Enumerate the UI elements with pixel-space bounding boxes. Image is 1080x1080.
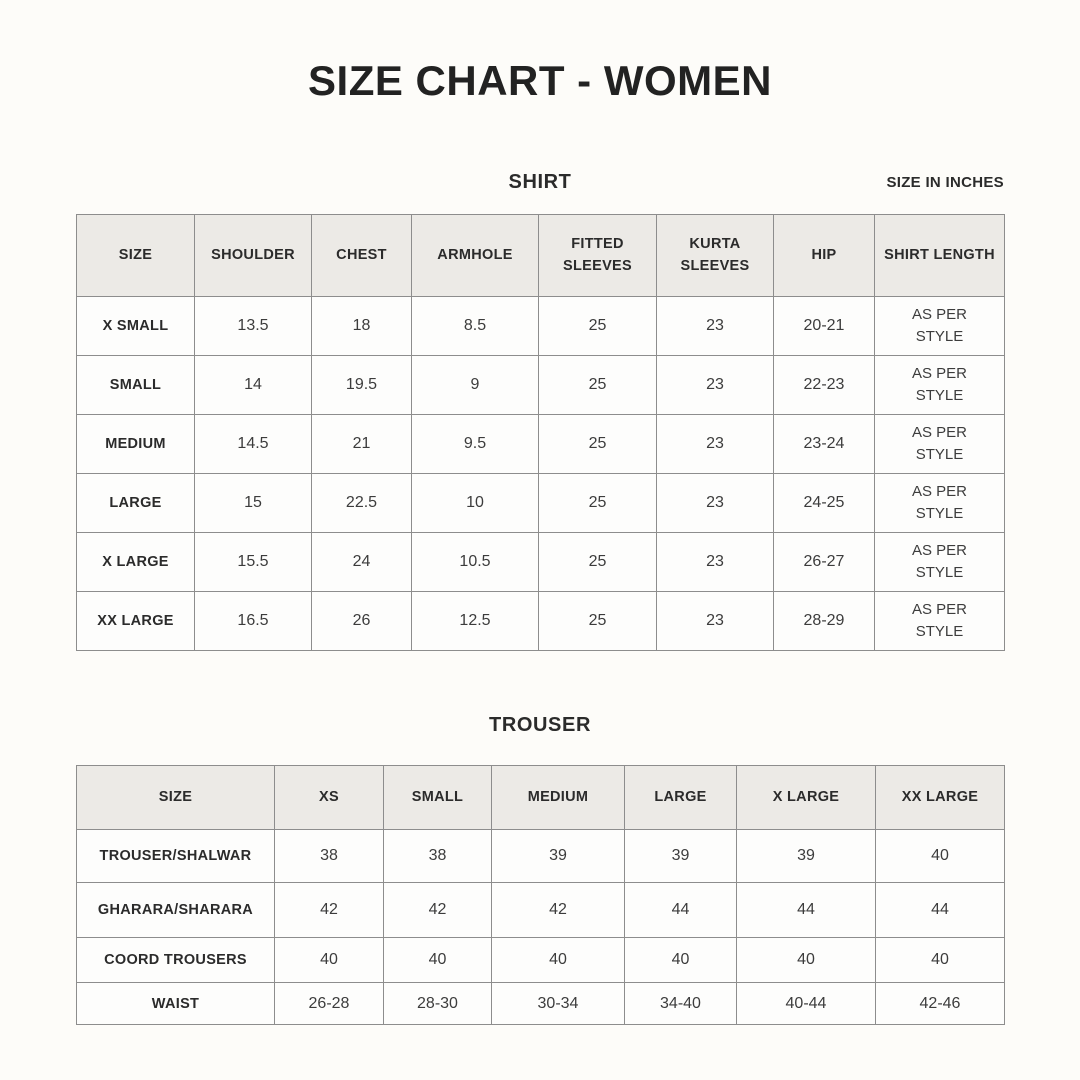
trouser-row-waist <box>77 983 1005 1025</box>
value-cell: 23 <box>657 592 774 651</box>
row-label: SMALL <box>77 356 195 415</box>
shirt-row-medium <box>77 415 1005 474</box>
value-cell: 20-21 <box>774 297 875 356</box>
value-cell: 18 <box>312 297 412 356</box>
shirt-column-header-kurta-sleeves: KURTA SLEEVES <box>657 215 774 297</box>
value-cell: 44 <box>876 883 1005 938</box>
value-cell: 38 <box>275 830 384 883</box>
value-cell: 42 <box>384 883 492 938</box>
shirt-column-header-shirt-length: SHIRT LENGTH <box>875 215 1005 297</box>
shirt-section-title: SHIRT <box>508 171 572 193</box>
value-cell: 14 <box>195 356 312 415</box>
value-cell: 40 <box>625 938 737 983</box>
value-cell: AS PER STYLE <box>875 592 1005 651</box>
shirt-column-header-hip: HIP <box>774 215 875 297</box>
trouser-column-header-xs: XS <box>275 766 384 830</box>
row-label: COORD TROUSERS <box>77 938 275 983</box>
value-cell: 23-24 <box>774 415 875 474</box>
value-cell: 23 <box>657 356 774 415</box>
trouser-column-header-xx-large: XX LARGE <box>876 766 1005 830</box>
value-cell: 42 <box>492 883 625 938</box>
value-cell: 25 <box>539 415 657 474</box>
value-cell: AS PER STYLE <box>875 474 1005 533</box>
shirt-row-x-large <box>77 533 1005 592</box>
trouser-column-header-size: SIZE <box>77 766 275 830</box>
row-label: X SMALL <box>77 297 195 356</box>
shirt-column-header-armhole: ARMHOLE <box>412 215 539 297</box>
value-cell: 23 <box>657 415 774 474</box>
value-cell: 39 <box>492 830 625 883</box>
value-cell: 26 <box>312 592 412 651</box>
row-label: WAIST <box>77 983 275 1025</box>
value-cell: 15 <box>195 474 312 533</box>
value-cell: AS PER STYLE <box>875 415 1005 474</box>
value-cell: 10.5 <box>412 533 539 592</box>
value-cell: 24-25 <box>774 474 875 533</box>
shirt-size-table <box>76 214 1005 651</box>
value-cell: 9 <box>412 356 539 415</box>
shirt-header-row <box>77 215 1005 297</box>
trouser-row-gharara <box>77 883 1005 938</box>
row-label: MEDIUM <box>77 415 195 474</box>
value-cell: 23 <box>657 533 774 592</box>
value-cell: 28-29 <box>774 592 875 651</box>
value-cell: 25 <box>539 297 657 356</box>
value-cell: 40-44 <box>737 983 876 1025</box>
value-cell: 42-46 <box>876 983 1005 1025</box>
value-cell: 25 <box>539 533 657 592</box>
shirt-section-header <box>76 170 1004 194</box>
value-cell: 24 <box>312 533 412 592</box>
row-label: X LARGE <box>77 533 195 592</box>
shirt-column-header-size: SIZE <box>77 215 195 297</box>
trouser-column-header-large: LARGE <box>625 766 737 830</box>
value-cell: 23 <box>657 474 774 533</box>
value-cell: 10 <box>412 474 539 533</box>
trouser-row-coord <box>77 938 1005 983</box>
value-cell: 13.5 <box>195 297 312 356</box>
value-cell: 40 <box>275 938 384 983</box>
value-cell: 8.5 <box>412 297 539 356</box>
value-cell: 12.5 <box>412 592 539 651</box>
shirt-column-header-fitted-sleeves: FITTED SLEEVES <box>539 215 657 297</box>
value-cell: 15.5 <box>195 533 312 592</box>
value-cell: 21 <box>312 415 412 474</box>
value-cell: 25 <box>539 356 657 415</box>
value-cell: 40 <box>876 938 1005 983</box>
trouser-column-header-x-large: X LARGE <box>737 766 876 830</box>
value-cell: AS PER STYLE <box>875 356 1005 415</box>
row-label: XX LARGE <box>77 592 195 651</box>
value-cell: 34-40 <box>625 983 737 1025</box>
value-cell: AS PER STYLE <box>875 533 1005 592</box>
trouser-size-table <box>76 765 1005 1025</box>
trouser-row-shalwar <box>77 830 1005 883</box>
shirt-row-large <box>77 474 1005 533</box>
value-cell: 16.5 <box>195 592 312 651</box>
row-label: TROUSER/SHALWAR <box>77 830 275 883</box>
value-cell: 26-27 <box>774 533 875 592</box>
value-cell: 22.5 <box>312 474 412 533</box>
shirt-row-small <box>77 356 1005 415</box>
value-cell: 39 <box>625 830 737 883</box>
value-cell: 26-28 <box>275 983 384 1025</box>
shirt-row-xx-large <box>77 592 1005 651</box>
value-cell: 25 <box>539 592 657 651</box>
trouser-column-header-small: SMALL <box>384 766 492 830</box>
trouser-column-header-medium: MEDIUM <box>492 766 625 830</box>
value-cell: AS PER STYLE <box>875 297 1005 356</box>
value-cell: 28-30 <box>384 983 492 1025</box>
value-cell: 19.5 <box>312 356 412 415</box>
value-cell: 44 <box>737 883 876 938</box>
value-cell: 23 <box>657 297 774 356</box>
size-chart-page <box>76 0 1004 1025</box>
shirt-column-header-chest: CHEST <box>312 215 412 297</box>
value-cell: 40 <box>384 938 492 983</box>
value-cell: 42 <box>275 883 384 938</box>
value-cell: 38 <box>384 830 492 883</box>
trouser-header-row <box>77 766 1005 830</box>
value-cell: 30-34 <box>492 983 625 1025</box>
size-unit-note: SIZE IN INCHES <box>886 174 1004 191</box>
value-cell: 9.5 <box>412 415 539 474</box>
value-cell: 44 <box>625 883 737 938</box>
value-cell: 40 <box>737 938 876 983</box>
trouser-section-header <box>76 713 1004 737</box>
value-cell: 22-23 <box>774 356 875 415</box>
trouser-section-title: TROUSER <box>489 714 591 736</box>
page-title: SIZE CHART - WOMEN <box>308 57 772 104</box>
value-cell: 39 <box>737 830 876 883</box>
row-label: LARGE <box>77 474 195 533</box>
value-cell: 14.5 <box>195 415 312 474</box>
value-cell: 25 <box>539 474 657 533</box>
shirt-row-x-small <box>77 297 1005 356</box>
value-cell: 40 <box>492 938 625 983</box>
row-label: GHARARA/SHARARA <box>77 883 275 938</box>
shirt-column-header-shoulder: SHOULDER <box>195 215 312 297</box>
value-cell: 40 <box>876 830 1005 883</box>
